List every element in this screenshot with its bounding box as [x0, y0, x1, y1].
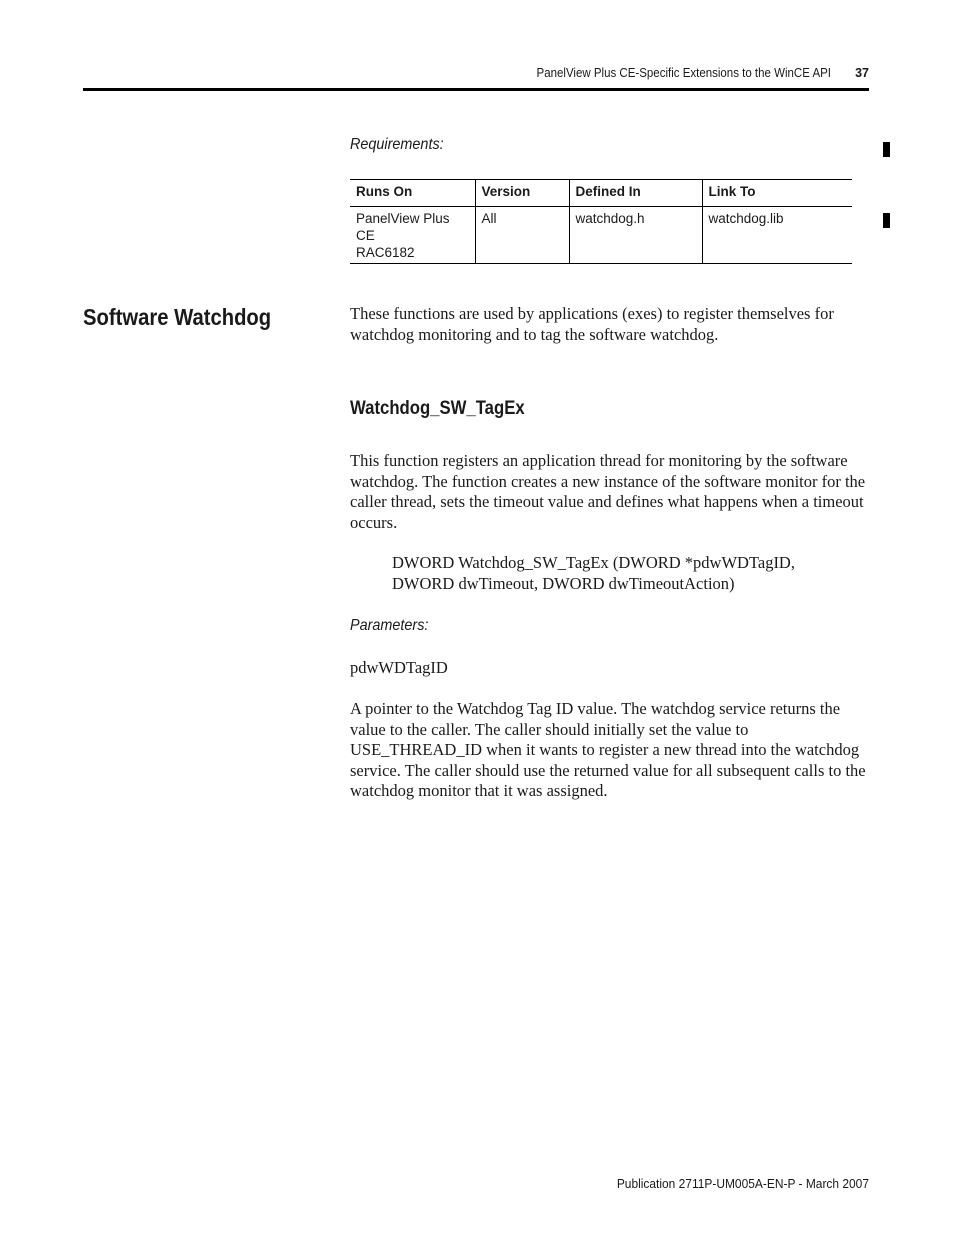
- page-number: 37: [855, 66, 869, 80]
- cell-version: All: [475, 207, 569, 264]
- header-rule: [83, 88, 869, 91]
- cell-runs-on: [350, 207, 475, 264]
- cell-link-to: watchdog.lib: [702, 207, 852, 264]
- requirements-label: Requirements:: [350, 136, 444, 153]
- function-title: Watchdog_SW_TagEx: [350, 398, 525, 419]
- parameter-name: pdwWDTagID: [350, 658, 448, 677]
- runs-on-line2: RAC6182: [356, 245, 415, 260]
- parameters-label: Parameters:: [350, 617, 429, 634]
- function-signature-line2: DWORD dwTimeout, DWORD dwTimeoutAction): [392, 574, 735, 593]
- running-header: PanelView Plus CE-Specific Extensions to the WinCE API: [536, 66, 831, 80]
- column-header-link-to: Link To: [702, 180, 852, 207]
- column-header-runs-on: Runs On: [356, 184, 413, 199]
- section-title: Software Watchdog: [83, 304, 272, 330]
- change-bar: [883, 213, 890, 228]
- function-description: This function registers an application thread for monitoring by the software watchdog. The function creates a new instance of the software monitor for the caller thread, sets the timeout value and defines what happens when a timeout occurs.: [350, 451, 866, 532]
- parameter-description: A pointer to the Watchdog Tag ID value. The watchdog service returns the value to the caller. The caller should initially set the value to USE_THREAD_ID when it wants to register a new thread into the watchdog service. The caller should use the returned value for all subsequent calls to the watchdog monitor that it was assigned.: [350, 699, 866, 800]
- function-signature-line1: DWORD Watchdog_SW_TagEx (DWORD *pdwWDTagID,: [392, 553, 795, 572]
- requirements-table: [350, 179, 852, 264]
- runs-on-line1: PanelView Plus CE: [356, 211, 450, 243]
- change-bar: [883, 142, 890, 157]
- column-header-defined-in: Defined In: [569, 180, 702, 207]
- cell-defined-in: watchdog.h: [569, 207, 702, 264]
- table-row: [350, 207, 852, 264]
- column-header-version: Version: [475, 180, 569, 207]
- table-header-row: [350, 180, 852, 207]
- section-intro: These functions are used by applications (exes) to register themselves for watchdog monitoring and to tag the software watchdog.: [350, 304, 834, 344]
- publication-footer: Publication 2711P-UM005A-EN-P - March 2007: [616, 1176, 869, 1191]
